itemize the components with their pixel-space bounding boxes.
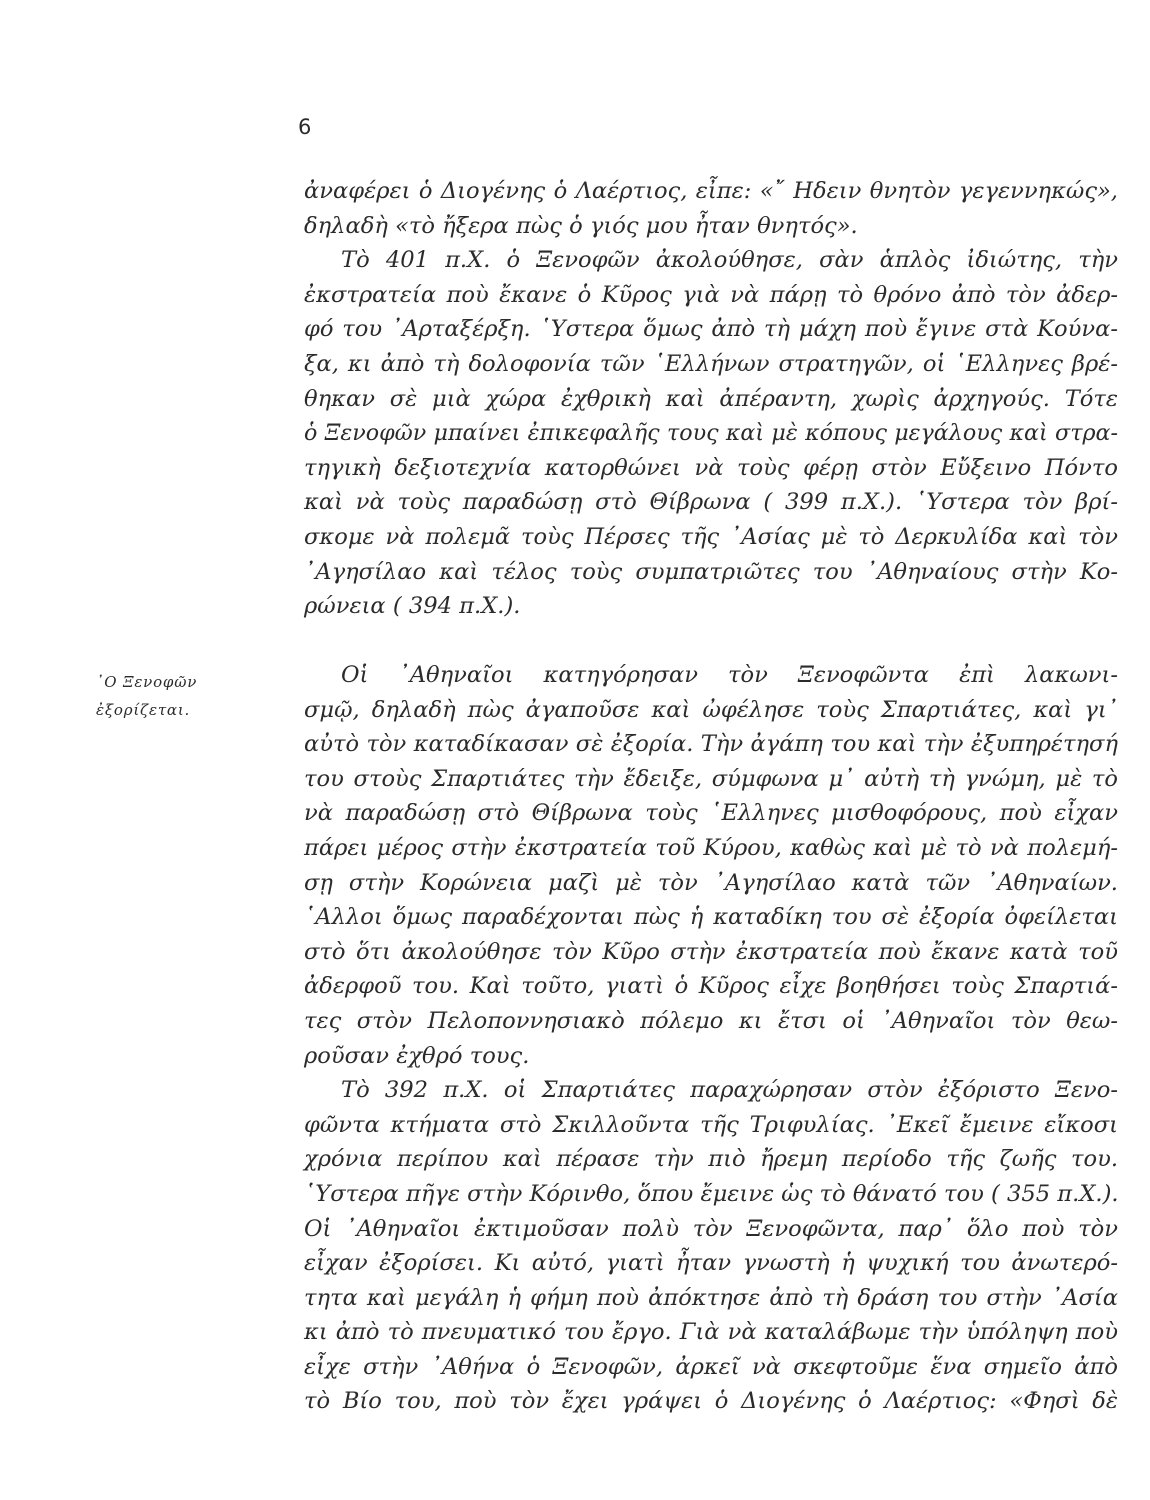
- text-line: φῶντα κτήματα στὸ Σκιλλοῦντα τῆς Τριφυλίας. ᾽Εκεῖ ἔμεινε εἴκοσι: [304, 1111, 1118, 1138]
- text-line: χρόνια περίπου καὶ πέρασε τὴν πιὸ ἤρεμη περίοδο τῆς ζωῆς του.: [304, 1146, 1118, 1173]
- text-line: στὸ ὅτι ἀκολούθησε τὸν Κῦρο στὴν ἐκστρατεία ποὺ ἔκανε κατὰ τοῦ: [304, 938, 1118, 965]
- text-block-lower: [304, 658, 1118, 1419]
- text-line: φό του ᾽Αρταξέρξη. ῾Υστερα ὅμως ἀπὸ τὴ μάχη ποὺ ἔγινε στὰ Κούνα-: [304, 316, 1118, 343]
- text-line: πάρει μέρος στὴν ἐκστρατεία τοῦ Κύρου, καθὼς καὶ μὲ τὸ νὰ πολεμή-: [304, 834, 1118, 861]
- text-line: κι ἀπὸ τὸ πνευματικό του ἔργο. Γιὰ νὰ καταλάβωμε τὴν ὑπόληψη ποὺ: [304, 1319, 1118, 1346]
- margin-note: [96, 668, 246, 724]
- text-line: σκομε νὰ πολεμᾶ τοὺς Πέρσες τῆς ᾽Ασίας μὲ τὸ Δερκυλίδα καὶ τὸν: [304, 523, 1118, 550]
- text-line: Τὸ 392 π.Χ. οἱ Σπαρτιάτες παραχώρησαν στὸν ἐξόριστο Ξενο-: [341, 1077, 1118, 1104]
- text-block-upper: [304, 174, 1118, 624]
- text-line: σῃ στὴν Κορώνεια μαζὶ μὲ τὸν ᾽Αγησίλαο κατὰ τῶν ᾽Αθηναίων.: [304, 869, 1118, 896]
- text-line: ξα, κι ἀπὸ τὴ δολοφονία τῶν ῾Ελλήνων στρατηγῶν, οἱ ῾Ελληνες βρέ-: [304, 350, 1118, 377]
- text-line: ᾽Αγησίλαο καὶ τέλος τοὺς συμπατριῶτες του ᾽Αθηναίους στὴν Κο-: [304, 558, 1118, 585]
- page-number: 6: [298, 115, 312, 139]
- text-line: Οἱ ᾽Αθηναῖοι κατηγόρησαν τὸν Ξενοφῶντα ἐπὶ λακωνι-: [341, 662, 1118, 688]
- margin-note-line: ᾿Ο Ξενοφῶν: [96, 673, 198, 691]
- text-line: ἐκστρατεία ποὺ ἔκανε ὁ Κῦρος γιὰ νὰ πάρῃ τὸ θρόνο ἀπὸ τὸν ἀδερ-: [304, 281, 1118, 308]
- text-line: ὁ Ξενοφῶν μπαίνει ἐπικεφαλῆς τους καὶ μὲ κόπους μεγάλους καὶ στρα-: [304, 420, 1118, 447]
- text-line: θηκαν σὲ μιὰ χώρα ἐχθρικὴ καὶ ἀπέραντη, χωρὶς ἀρχηγούς. Τότε: [304, 385, 1118, 412]
- text-line: εἶχαν ἐξορίσει. Κι αὐτό, γιατὶ ἦταν γνωστὴ ἡ ψυχική του ἀνωτερό-: [304, 1250, 1118, 1277]
- text-line: τὸ Βίο του, ποὺ τὸν ἔχει γράψει ὁ Διογένης ὁ Λαέρτιος: «Φησὶ δὲ: [304, 1388, 1118, 1415]
- text-line: ρώνεια ( 394 π.Χ.).: [304, 593, 521, 620]
- text-line: του στοὺς Σπαρτιάτες τὴν ἔδειξε, σύμφωνα μ᾽ αὐτὴ τὴ γνώμη, μὲ τὸ: [304, 765, 1118, 792]
- text-line: τηγικὴ δεξιοτεχνία κατορθώνει νὰ τοὺς φέρῃ στὸν Εὔξεινο Πόντο: [304, 454, 1118, 481]
- text-line: αὐτὸ τὸν καταδίκασαν σὲ ἐξορία. Τὴν ἀγάπη του καὶ τὴν ἐξυπηρέτησή: [304, 731, 1118, 758]
- text-line: Τὸ 401 π.Χ. ὁ Ξενοφῶν ἀκολούθησε, σὰν ἁπλὸς ἰδιώτης, τὴν: [341, 247, 1118, 274]
- text-line: ῾Αλλοι ὅμως παραδέχονται πὼς ἡ καταδίκη του σὲ ἐξορία ὀφείλεται: [304, 904, 1118, 931]
- text-line: ροῦσαν ἐχθρό τους.: [304, 1042, 530, 1069]
- text-line: εἶχε στὴν ᾽Αθήνα ὁ Ξενοφῶν, ἀρκεῖ νὰ σκεφτοῦμε ἕνα σημεῖο ἀπὸ: [304, 1353, 1118, 1380]
- text-line: δηλαδὴ «τὸ ἤξερα πὼς ὁ γιός μου ἦταν θνητός».: [304, 212, 858, 239]
- text-line: τητα καὶ μεγάλη ἡ φήμη ποὺ ἀπόκτησε ἀπὸ τὴ δράση του στὴν ᾽Ασία: [304, 1284, 1118, 1311]
- text-line: ἀδερφοῦ του. Καὶ τοῦτο, γιατὶ ὁ Κῦρος εἶχε βοηθήσει τοὺς Σπαρτιά-: [304, 973, 1118, 1000]
- text-line: σμῷ, δηλαδὴ πὼς ἀγαποῦσε καὶ ὠφέλησε τοὺς Σπαρτιάτες, καὶ γι᾽: [304, 696, 1118, 723]
- text-line: νὰ παραδώσῃ στὸ Θίβρωνα τοὺς ῾Ελληνες μισθοφόρους, ποὺ εἶχαν: [304, 800, 1118, 827]
- text-line: Οἱ ᾽Αθηναῖοι ἐκτιμοῦσαν πολὺ τὸν Ξενοφῶντα, παρ᾽ ὅλο ποὺ τὸν: [304, 1215, 1118, 1242]
- text-line: καὶ νὰ τοὺς παραδώσῃ στὸ Θίβρωνα ( 399 π.Χ.). ῾Υστερα τὸν βρί-: [304, 489, 1118, 516]
- margin-note-line: ἐξορίζεται.: [96, 701, 191, 719]
- text-line: ῾Υστερα πῆγε στὴν Κόρινθο, ὅπου ἔμεινε ὡς τὸ θάνατό του ( 355 π.Χ.).: [304, 1180, 1119, 1207]
- text-line: ἀναφέρει ὁ Διογένης ὁ Λαέρτιος, εἶπε: «῎ Ηδειν θνητὸν γεγεννηκώς»,: [304, 178, 1118, 204]
- text-line: τες στὸν Πελοποννησιακὸ πόλεμο κι ἔτσι οἱ ᾽Αθηναῖοι τὸν θεω-: [304, 1007, 1118, 1034]
